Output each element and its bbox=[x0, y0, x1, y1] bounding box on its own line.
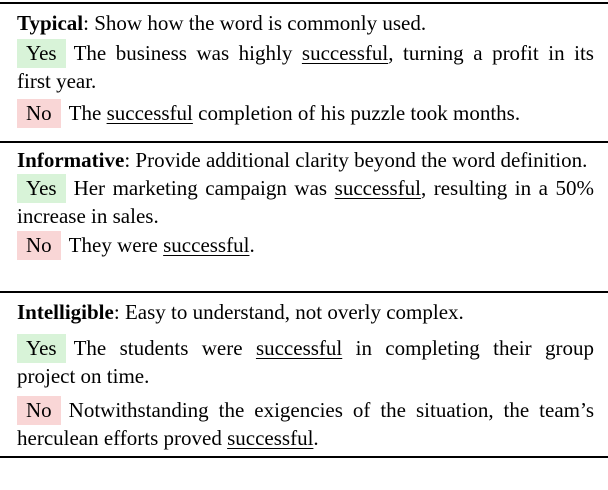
example-text-after: . bbox=[249, 233, 255, 257]
no-tag: No bbox=[17, 99, 61, 128]
yes-tag: Yes bbox=[17, 334, 66, 363]
no-tag: No bbox=[17, 231, 61, 260]
example-text-after: completion of his puzzle took months. bbox=[192, 101, 521, 125]
example-text-after: in completing their group project on time. bbox=[17, 336, 594, 388]
criterion-name: Informative bbox=[17, 148, 125, 172]
criterion-name: Intelligible bbox=[17, 300, 114, 324]
bottom-rule bbox=[0, 456, 608, 458]
section-informative bbox=[17, 147, 594, 260]
example-text-before: Her marketing campaign was bbox=[73, 176, 335, 200]
section-divider bbox=[0, 291, 608, 293]
example-text-after: , resulting in a 50% increase in sales. bbox=[17, 176, 594, 228]
criterion-name: Typical bbox=[17, 11, 84, 35]
example-text-before: The students were bbox=[73, 336, 256, 360]
target-word: successful bbox=[106, 101, 193, 125]
criterion-description: Show how the word is commonly used. bbox=[94, 11, 427, 35]
criterion-line: Intelligible: Easy to understand, not overly complex. bbox=[17, 300, 464, 324]
example-text-before: The business was highly bbox=[73, 41, 302, 65]
target-word: successful bbox=[334, 176, 421, 200]
section-typical bbox=[17, 10, 594, 132]
example-no bbox=[17, 231, 594, 260]
no-tag: No bbox=[17, 396, 61, 425]
yes-tag: Yes bbox=[17, 174, 66, 203]
target-word: successful bbox=[227, 426, 314, 450]
section-intelligible bbox=[17, 299, 594, 456]
example-yes bbox=[17, 174, 594, 230]
example-text-after: , turning a profit in its first year. bbox=[17, 41, 594, 93]
criterion-description: Provide additional clarity beyond the word definition. bbox=[135, 148, 588, 172]
criterion-line: Typical: Show how the word is commonly used. bbox=[17, 11, 427, 35]
section-divider bbox=[0, 141, 608, 143]
example-yes bbox=[17, 39, 594, 95]
yes-tag: Yes bbox=[17, 39, 66, 68]
example-text-before: Notwithstanding the exigencies of the situation, the team’s herculean efforts proved bbox=[17, 398, 594, 450]
example-text-after: . bbox=[313, 426, 319, 450]
target-word: successful bbox=[255, 336, 343, 360]
target-word: successful bbox=[301, 41, 389, 65]
criterion-line: Informative: Provide additional clarity beyond the word definition. bbox=[17, 148, 588, 172]
top-rule bbox=[0, 2, 608, 4]
target-word: successful bbox=[163, 233, 250, 257]
criterion-description: Easy to understand, not overly complex. bbox=[124, 300, 464, 324]
example-no bbox=[17, 396, 594, 452]
example-text-before: They were bbox=[68, 233, 164, 257]
example-no bbox=[17, 99, 594, 128]
example-text-before: The bbox=[68, 101, 107, 125]
example-yes bbox=[17, 334, 594, 390]
